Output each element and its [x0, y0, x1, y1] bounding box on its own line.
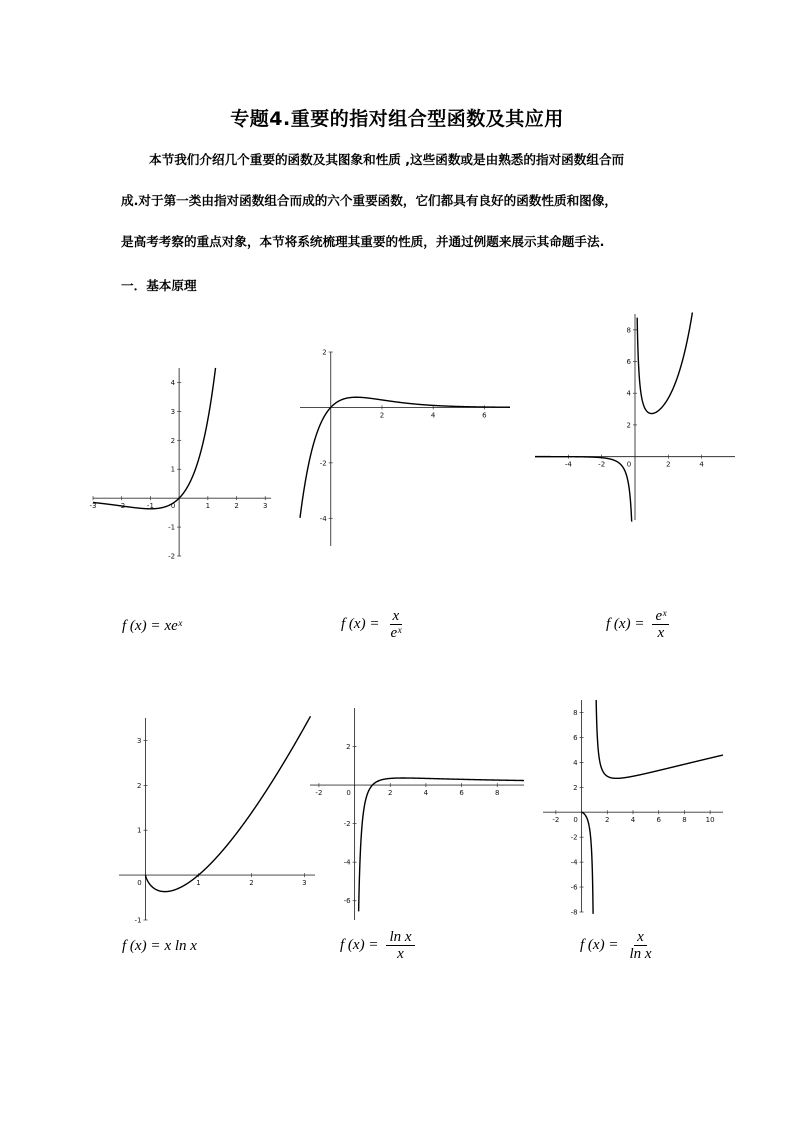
- function-curve: [535, 457, 632, 522]
- formula-3: [606, 608, 669, 641]
- y-tick-label: 8: [626, 326, 631, 335]
- x-tick-label: 6: [656, 816, 661, 825]
- y-tick-label: 3: [137, 736, 142, 745]
- x-tick-label: 2: [249, 879, 254, 888]
- x-tick-label: 4: [430, 411, 436, 420]
- formula-1: [122, 618, 182, 635]
- x-tick-label: 1: [205, 502, 211, 511]
- y-tick-label: -4: [343, 858, 351, 867]
- function-curve: [359, 778, 524, 911]
- section-heading: 一．基本原理: [121, 278, 197, 293]
- formula-expr: xeˣ: [164, 618, 182, 634]
- x-tick-label: 10: [705, 816, 715, 825]
- numerator: x: [390, 608, 403, 625]
- y-tick-label: 2: [626, 421, 631, 430]
- formula-expr: x ln x: [164, 938, 197, 954]
- x-tick-label: -1: [146, 502, 154, 511]
- y-tick-label: 6: [573, 733, 578, 742]
- y-tick-label: 2: [573, 783, 578, 792]
- x-tick-label: 0: [573, 816, 578, 825]
- page-title: 专题4.重要的指对组合型函数及其应用: [230, 108, 564, 130]
- y-tick-label: 1: [137, 826, 142, 835]
- function-curve: [582, 812, 594, 914]
- x-tick-label: 0: [626, 460, 632, 469]
- function-curve: [300, 397, 510, 518]
- x-tick-label: 2: [379, 411, 385, 420]
- y-tick-label: 4: [626, 389, 631, 398]
- y-tick-label: 2: [170, 436, 176, 445]
- fraction: [386, 929, 414, 962]
- graph-lnx-over-x: [310, 708, 524, 920]
- y-tick-label: -6: [570, 883, 578, 892]
- x-tick-label: 0: [137, 879, 142, 888]
- denominator: ln x: [629, 946, 652, 962]
- y-tick-label: 2: [137, 781, 142, 790]
- function-curve: [637, 313, 692, 414]
- y-tick-label: -2: [168, 552, 176, 561]
- graph-x-over-lnx: [543, 700, 723, 917]
- denominator: eˣ: [390, 625, 402, 641]
- y-tick-label: -4: [319, 514, 327, 523]
- x-tick-label: -4: [564, 460, 572, 469]
- graph-xex: [89, 368, 271, 561]
- x-tick-label: 0: [346, 789, 351, 798]
- function-curve: [596, 700, 723, 778]
- x-tick-label: 0: [170, 502, 176, 511]
- function-curve: [93, 368, 216, 509]
- x-tick-label: 1: [196, 879, 201, 888]
- y-tick-label: 6: [626, 358, 631, 367]
- x-tick-label: 2: [666, 460, 671, 469]
- function-curve: [146, 716, 311, 891]
- x-tick-label: -3: [89, 502, 97, 511]
- graph-ex-over-x: [535, 314, 735, 520]
- formula-4: [122, 938, 197, 955]
- x-tick-label: 8: [495, 789, 500, 798]
- formula-2: [341, 608, 404, 641]
- x-tick-label: -2: [552, 816, 560, 825]
- x-tick-label: 2: [234, 502, 239, 511]
- y-tick-label: 2: [346, 743, 351, 752]
- x-tick-label: 4: [699, 460, 704, 469]
- x-tick-label: 2: [388, 789, 393, 798]
- formula-lhs: f (x) =: [122, 938, 161, 954]
- y-tick-label: -2: [319, 459, 327, 468]
- fraction: [387, 608, 404, 641]
- formula-lhs: f (x) =: [122, 618, 161, 634]
- y-tick-label: 2: [322, 348, 327, 357]
- formula-6: [580, 929, 655, 962]
- intro-line-1: 本节我们介绍几个重要的函数及其图象和性质 ,这些函数或是由熟悉的指对函数组合而: [149, 152, 625, 167]
- fraction: [626, 929, 654, 962]
- numerator: x: [634, 929, 647, 946]
- x-tick-label: 4: [423, 789, 429, 798]
- formula-5: [340, 929, 415, 962]
- x-tick-label: 4: [630, 816, 636, 825]
- y-tick-label: 4: [170, 378, 176, 387]
- y-tick-label: -1: [168, 523, 176, 532]
- y-tick-label: 4: [573, 758, 578, 767]
- y-tick-label: 8: [573, 708, 578, 717]
- x-tick-label: 2: [605, 816, 610, 825]
- denominator: x: [657, 625, 665, 641]
- y-tick-label: -2: [343, 820, 351, 829]
- fraction: [652, 608, 669, 641]
- formula-lhs: f (x) =: [606, 616, 645, 632]
- x-tick-label: 6: [459, 789, 464, 798]
- graph-xlnx: [119, 718, 315, 925]
- x-tick-label: -2: [118, 502, 126, 511]
- denominator: x: [397, 946, 404, 962]
- intro-line-2: 成.对于第一类由指对函数组合而成的六个重要函数，它们都具有良好的函数性质和图像，: [121, 193, 617, 208]
- formula-lhs: f (x) =: [580, 937, 619, 953]
- x-tick-label: 6: [482, 411, 487, 420]
- y-tick-label: -6: [343, 897, 351, 906]
- y-tick-label: -1: [134, 916, 142, 925]
- numerator: eˣ: [652, 608, 669, 625]
- x-tick-label: -2: [315, 789, 323, 798]
- y-tick-label: -2: [570, 833, 578, 842]
- x-tick-label: 3: [302, 879, 307, 888]
- x-tick-label: -2: [598, 460, 606, 469]
- y-tick-label: 3: [170, 407, 176, 416]
- graph-x-over-ex: [300, 348, 510, 546]
- formula-lhs: f (x) =: [341, 616, 380, 632]
- intro-line-3: 是高考考察的重点对象，本节将系统梳理其重要的性质，并通过例题来展示其命题手法.: [121, 234, 605, 249]
- numerator: ln x: [386, 929, 414, 946]
- y-tick-label: -4: [570, 858, 578, 867]
- x-tick-label: 3: [263, 502, 268, 511]
- y-tick-label: -8: [570, 908, 578, 917]
- x-tick-label: 8: [682, 816, 687, 825]
- y-tick-label: 1: [170, 465, 176, 474]
- formula-lhs: f (x) =: [340, 937, 379, 953]
